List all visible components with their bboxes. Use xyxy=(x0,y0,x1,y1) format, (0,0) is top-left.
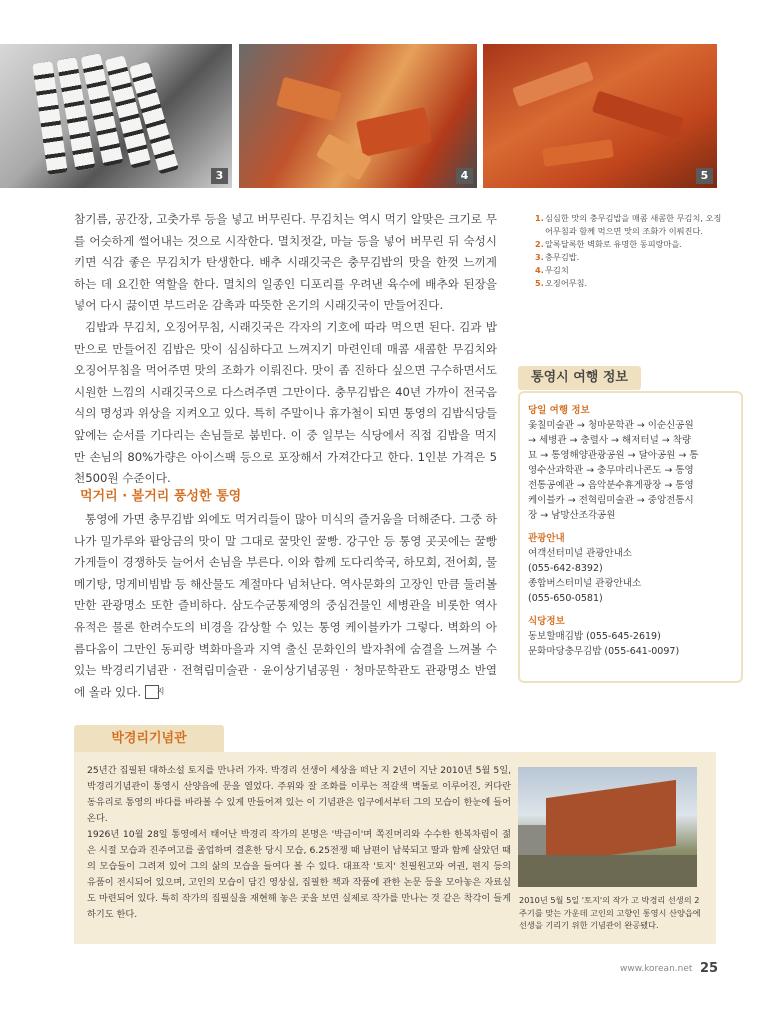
caption-item xyxy=(535,212,725,238)
caption-item xyxy=(535,251,725,264)
travel-info-content xyxy=(528,403,738,659)
restaurant-info-line: 문화마당충무김밥 (055-641-0097) xyxy=(528,646,680,657)
photo-number: 5 xyxy=(696,168,713,184)
building-shape xyxy=(546,780,676,864)
restaurant-info-title: 식당정보 xyxy=(528,616,565,627)
day-trip-line: 영수산과학관 → 충무마리나콘도 → 통영 xyxy=(528,465,694,476)
day-trip-line: 케이블카 → 전혁림미술관 → 중앙전통시 xyxy=(528,495,694,506)
spicy-radish-mixing-photo xyxy=(239,44,477,188)
restaurant-info-line: 동보할매김밥 (055-645-2619) xyxy=(528,631,661,642)
caption-text: 알록달록한 벽화로 유명한 동피랑마을. xyxy=(545,239,682,249)
photo-captions xyxy=(535,212,725,290)
article-body-top xyxy=(74,209,497,490)
day-trip-line: → 세병관 → 충렬사 → 해저터널 → 착량 xyxy=(528,435,692,446)
squid-radish-photo xyxy=(483,44,717,188)
section-heading: 먹거리 · 볼거리 풍성한 통영 xyxy=(80,489,242,504)
paragraph-text: 통영에 가면 충무김밥 외에도 먹거리들이 많아 미식의 즐거움을 더해준다. 그중 하나가 밀가루와 팥앙금의 맛이 말 그대로 꿀맛인 꿀빵. 강구안 등 통영 곳곳에는 꿀빵 가게들이 경쟁하듯 늘어서 손님을 부른다. 이와 함께 도다리쑥국, 하모회, 전어회, 물메기탕, 멍게비빔밥 등 해산물도 계절마다 넘쳐난다. 역사문화의 고장인 만큼 둘러볼 만한 관광명소 또한 즐비하다. 삼도수군통제영의 중심건물인 세병관을 비롯한 역사 유적은 물론 한려수도의 비경을 감상할 수 있는 통영 케이블카가 그렇다. 벽화의 아름다움이 그만인 동피랑 벽화마을과 지역 출신 문화인의 발자취에 숨결을 느껴볼 수 있는 박경리기념관 · 전혁림미술관 · 윤이상기념공원 · 청마문학관도 관광명소 반열에 올라 있다. xyxy=(74,512,497,699)
paragraph: 25년간 집필된 대하소설 토지를 만나러 가자. 박경리 선생이 세상을 떠난 지 2년이 지난 2010년 5월 5일, 박경리기념관이 통영시 산양읍에 문을 열었다. 주위와 잘 조화를 이루는 적갈색 벽돌로 이루어진, 커다란 동유리로 통영의 바다를 바라볼 수 있게 만들어져 있는 이 기념관은 입구에서부터 그의 모습이 한눈에 들어온다. xyxy=(87,765,511,824)
caption-text: 심심한 맛의 충무김밥을 매콤 새콤한 무김치, 오징어무침과 함께 먹으면 맛의 조화가 이뤄진다. xyxy=(545,213,722,236)
day-trip-line: 옻칠미술관 → 청마문학관 → 이순신공원 xyxy=(528,420,694,431)
museum-text xyxy=(87,763,511,923)
photo-number: 3 xyxy=(211,168,228,184)
squid-strip xyxy=(512,61,594,107)
day-trip-line: 장 → 남망산조각공원 xyxy=(528,510,616,521)
ground-shape xyxy=(518,855,697,887)
caption-text: 충무김밥. xyxy=(545,252,580,262)
tourist-guide-line: (055-642-8392) xyxy=(528,563,603,574)
caption-item xyxy=(535,238,725,251)
paragraph: 김밥과 무김치, 오징어무침, 시래깃국은 각자의 기호에 따라 먹으면 된다. 김과 밥만으로 만들어진 김밥은 맛이 심심하다고 느껴지기 마련인데 매콤 새콤한 무김치와 오징어무침을 먹어주면 맛의 조화가 이뤄진다. 맛이 좀 진하다 싶으면 구수하면서도 시원한 느낌의 시래깃국으로 다스려주면 그만이다. 충무김밥은 40년 가까이 전국음식의 명성과 위상을 지켜오고 있다. 특히 주말이나 휴가철이 되면 통영의 김밥식당들 앞에는 순서를 기다리는 손님들로 붐빈다. 이 중 일부는 식당에서 직접 김밥을 먹지만 손님의 80%가량은 아이스팩 등으로 포장해서 가져간다고 한다. 1인분 가격은 5천500원 수준이다. xyxy=(74,319,498,486)
squid-strip xyxy=(542,139,614,167)
caption-number: 3. xyxy=(535,252,544,262)
paragraph xyxy=(74,509,497,703)
caption-number: 2. xyxy=(535,239,544,249)
caption-number: 1. xyxy=(535,213,544,223)
radish-chunk xyxy=(276,77,342,122)
caption-number: 5. xyxy=(535,278,544,288)
page-number: 25 xyxy=(700,961,719,976)
tourist-guide-line: 종합버스터미널 관광안내소 xyxy=(528,578,642,589)
museum-photo-caption: 2010년 5월 5일 '토지'의 작가 고 박경리 선생의 2주기를 맞는 가운데 고인의 고향인 통영시 산양읍에 선생을 기리기 위한 기념관이 완공됐다. xyxy=(519,895,701,930)
article-body-bottom xyxy=(74,509,497,703)
tourist-guide-line: (055-650-0581) xyxy=(528,593,603,604)
travel-info-tab: 통영시 여행 정보 xyxy=(518,366,641,390)
caption-item xyxy=(535,264,725,277)
squid-strip xyxy=(592,91,684,140)
caption-text: 오징어무침. xyxy=(545,278,588,288)
tourist-guide-title: 관광안내 xyxy=(528,533,565,544)
end-mark-icon: 지 xyxy=(145,685,159,699)
museum-section-tab: 박경리기념관 xyxy=(74,725,224,752)
paragraph: 1926년 10월 28일 통영에서 태어난 박경리 작가의 본명은 '박금이'며 쪽진머리와 수수한 한복차림이 젊은 시절 모습과 진주여고를 졸업하며 결혼한 당시 모습, 6.25전쟁 때 남편이 납북되고 딸과 함께 살았던 때의 모습들이 그려져 있어 그의 삶의 모습을 들여다 볼 수 있다. 대표작 '토지' 친필원고와 여권, 편지 등의 유품이 전시되어 있으며, 고인의 모습이 담긴 영상실, 집필한 책과 작품에 관한 논문 등을 모아놓은 자료실도 마련되어 있다. 특히 작가의 집필실을 재현해 놓은 곳을 보면 실제로 작가를 만나는 것 같은 착각이 들게 하기도 한다. xyxy=(87,829,511,920)
paragraph: 참기름, 공간장, 고춧가루 등을 넣고 버무린다. 무김치는 역시 먹기 알맞은 크기로 무를 어슷하게 썰어내는 것으로 시작한다. 멸치젓갈, 마늘 등을 넣어 버무린 뒤 숙성시키면 식감 좋은 무김치가 탄생한다. 배추 시래깃국은 충무김밥의 맛을 한껏 느끼게 하는 데 요긴한 역할을 한다. 멸치의 일종인 디포리를 우려낸 육수에 배추와 된장을 넣어 다시 끓이면 부드러운 감촉과 따뜻한 온기의 시래깃국이 만들어진다. xyxy=(74,212,497,313)
day-trip-line: 전통공예관 → 음악분수휴게광장 → 통영 xyxy=(528,480,694,491)
tourist-guide-line: 여객선터미널 관광안내소 xyxy=(528,548,632,559)
day-trip-line: 묘 → 통영해양관광공원 → 달아공원 → 통 xyxy=(528,450,699,461)
gimbap-rolls-photo xyxy=(0,44,232,188)
footer-url: www.korean.net xyxy=(620,964,693,974)
caption-text: 무김치 xyxy=(545,265,569,275)
photo-number: 4 xyxy=(456,168,473,184)
radish-chunk xyxy=(356,107,432,157)
caption-number: 4. xyxy=(535,265,544,275)
caption-item xyxy=(535,277,725,290)
day-trip-title: 당일 여행 정보 xyxy=(528,405,590,416)
museum-building-photo xyxy=(518,767,697,887)
